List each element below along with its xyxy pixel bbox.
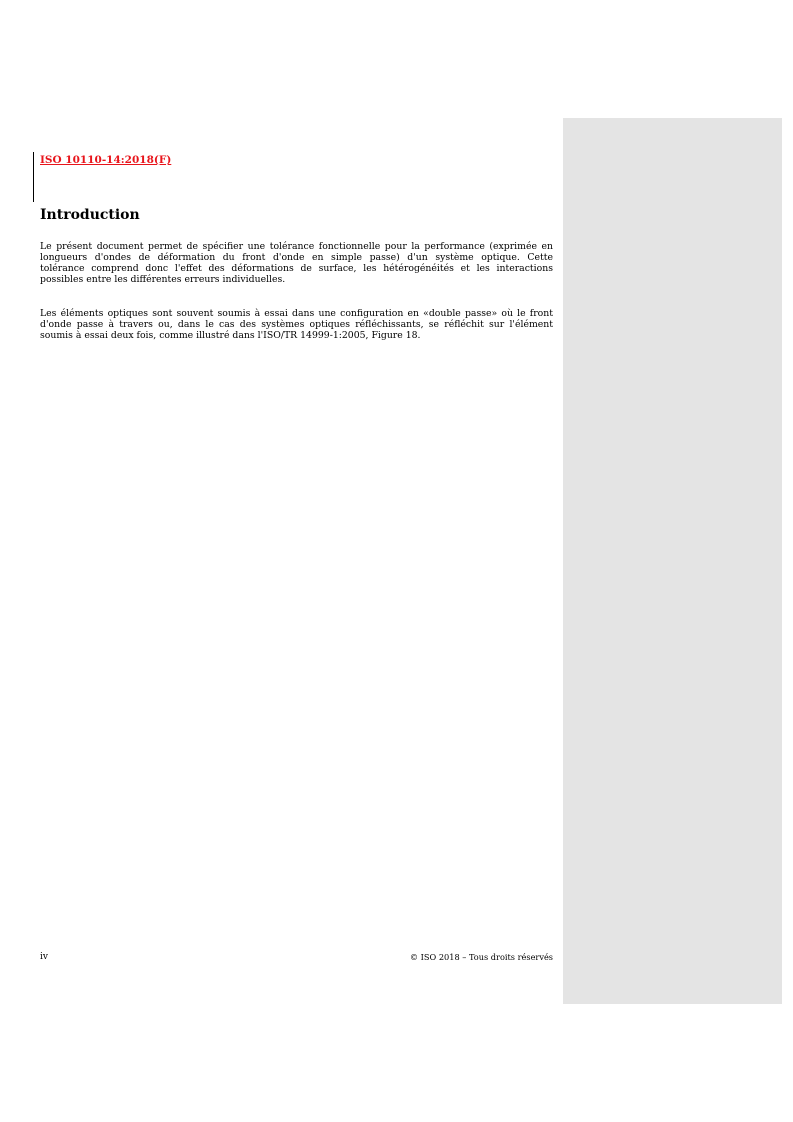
paragraph-2-line-3: soumis à essai deux fois, comme illustré dans l'ISO/TR 14999-1:2005, Figure 18. bbox=[40, 330, 421, 342]
copyright-notice: © ISO 2018 – Tous droits réservés bbox=[409, 952, 553, 962]
paragraph-1-line-1: Le présent document permet de spécifier une tolérance fonctionnelle pour la performance (exprimée en bbox=[40, 241, 553, 252]
document-reference[interactable]: ISO 10110-14:2018(F) bbox=[40, 154, 172, 166]
paragraph-1-line-3: tolérance comprend donc l'effet des déformations de surface, les hétérogénéités et les interactions bbox=[40, 263, 553, 275]
paragraph-2-line-1: Les éléments optiques sont souvent soumis à essai dans une configuration en «double passe» où le front bbox=[40, 308, 553, 319]
page-number: iv bbox=[40, 952, 48, 962]
paragraph-2 bbox=[40, 308, 553, 341]
paragraph-1-line-4: possibles entre les différentes erreurs individuelles. bbox=[40, 274, 286, 286]
section-title: Introduction bbox=[40, 207, 140, 223]
paragraph-1 bbox=[40, 241, 553, 285]
paragraph-2-line-2: d'onde passe à travers ou, dans le cas des systèmes optiques réfléchissants, se réfléchit sur l'élément bbox=[40, 319, 553, 331]
change-bar bbox=[33, 152, 34, 202]
comment-pane bbox=[563, 118, 782, 1004]
paragraph-1-line-2: longueurs d'ondes de déformation du front d'onde en simple passe) d'un système optique. Cette bbox=[40, 252, 553, 264]
